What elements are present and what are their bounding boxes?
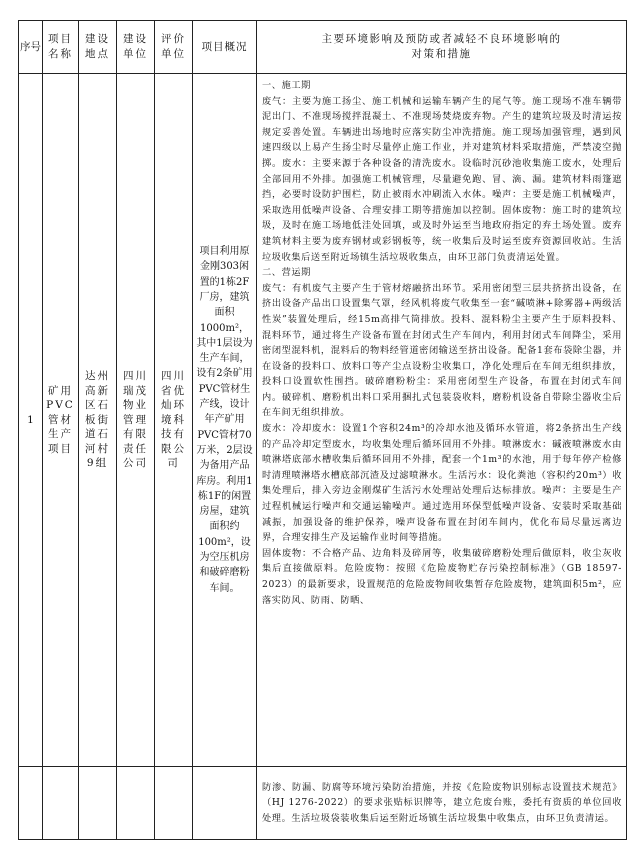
cell-evaluation-unit: 四川省优灿环境科技有限公司 bbox=[155, 74, 193, 767]
header-row bbox=[19, 21, 627, 74]
operation-solid-waste-text: 固体废物：不合格产品、边角料及碎屑等，收集破碎磨粉处理后做原料，收尘灰收集后直接做原料。危险废物：按照《危险废物贮存污染控制标准》（GB 18597-2023）的最新要求，设置规范的危险废物间收集暂存危险废物，建筑面积5m²，应落实防风、防雨、防晒、 bbox=[262, 547, 622, 606]
cell-empty bbox=[117, 767, 155, 840]
header-overview: 项目概况 bbox=[193, 21, 257, 74]
header-project-name: 项目名称 bbox=[43, 21, 79, 74]
operation-exhaust-text: 废气：有机废气主要产生于管材熔融挤出环节。采用密闭型三层共挤挤出设备，在挤出设备产品出口设置集气罩，经风机将废气收集至一套“碱喷淋+除雾器+两级活性炭”装置处理后，经15m高排气筒排放。投料、混料粉尘主要产生于原料投料、混料环节，通过将生产设备布置在封闭式生产车间内，利用封闭式车间降尘，采用密闭型混料机，混料后的物料经管道密闭输送至挤出设备。配备1套布袋除尘器，并在设备的投料口、放料口等产尘点设粉尘收集口，净化处理后在车间无组织排放，投料口设置软性围挡。破碎磨粉粉尘：采用密闭型生产设备，布置在封闭式车间内。破碎机、磨粉机出料口采用捆扎式包装袋收料，磨粉机设备自带除尘器收尘后在车间无组织排放。 bbox=[262, 282, 622, 419]
construction-phase-heading: 一、施工期 bbox=[262, 80, 311, 91]
operation-wastewater-noise-text: 废水：冷却废水：设置1个容积24m³的冷却水池及循环水管道，将2条挤出生产线的产品冷却定型废水，均收集处理后循环回用不外排。喷淋废水：碱液喷淋废水由喷淋塔底部水槽收集后循环回用不外排，配套一个1m³的水池，用于每年停产检修时清理喷淋塔水槽底部沉渣及过滤喷淋水。生活污水：设化粪池（容积约20m³）收集处理后，排入旁边金刚煤矿生活污水处理站处理后达标排放。噪声：主要是生产过程机械运行噪声和交通运输噪声。通过选用环保型低噪声设备、安装时采取基础减振，加强设备的维护保养，噪声设备布置在封闭车间内，优化布局尽量远离边界，合理安排生产及运输作业时间等措施。 bbox=[262, 423, 622, 544]
cell-empty bbox=[43, 767, 79, 840]
operation-phase-heading: 二、营运期 bbox=[262, 267, 311, 279]
cell-measures bbox=[257, 74, 627, 767]
construction-phase-text: 废气：主要为施工扬尘、施工机械和运输车辆产生的尾气等。施工现场不准车辆带泥出门、不准现场搅拌混凝土、不准现场焚烧废弃物。产生的建筑垃圾及时清运按规定妥善处置。车辆进出场地时应落实防尘冲洗措施。施工现场加强管理，遇到风速四级以上易产生扬尘时尽量停止施工作业，并对建筑材料采取措施，严禁凌空抛掷。废水：主要来源于各种设备的清洗废水。设临时沉砂池收集施工废水，处理后全部回用不外排。加强施工机械管理，尽量避免跑、冒、滴、漏。建筑材料雨篷遮挡，必要时设防护围栏，防止被雨水冲刷流入水体。噪声：主要是施工机械噪声，采取选用低噪声设备、合理安排工期等措施加以控制。固体废物：施工时的建筑垃圾，及时在施工场地低洼处回填，或及时外运至当地政府指定的弃土场处置。废弃建筑材料主要为废弃钢材或彩钢板等，统一收集后及时运至废弃资源回收站。生活垃圾收集后送至附近场镇生活垃圾收集点，由环卫部门负责清运处置。 bbox=[262, 95, 622, 263]
cell-overview: 项目利用原金刚303闲置的1栋2F厂房，建筑面积1000m²，其中1层设为生产车间，设有2条矿用PVC管材生产线，设计年产矿用PVC管材70万米，2层设为备用产品库房。利用1栋1F的闲置房屋，建筑面积约100m²，设为空压机房和破碎磨粉车间。 bbox=[193, 74, 257, 767]
cell-location: 达州高新区石板街道石河村9组 bbox=[79, 74, 117, 767]
cell-project-name: 矿用PVC管材生产项目 bbox=[43, 74, 79, 767]
header-seq: 序号 bbox=[19, 21, 43, 74]
environmental-impact-table bbox=[18, 20, 627, 840]
header-location: 建设地点 bbox=[79, 21, 117, 74]
cell-empty bbox=[19, 767, 43, 840]
cell-empty bbox=[155, 767, 193, 840]
cell-seq: 1 bbox=[19, 74, 43, 767]
header-evaluation-unit: 评价单位 bbox=[155, 21, 193, 74]
cell-empty bbox=[193, 767, 257, 840]
header-construction-unit: 建设单位 bbox=[117, 21, 155, 74]
header-measures: 主要环境影响及预防或者减轻不良环境影响的对策和措施 bbox=[257, 21, 627, 74]
project-row bbox=[19, 74, 627, 767]
cell-construction-unit: 四川瑞茂物业管理有限责任公司 bbox=[117, 74, 155, 767]
continuation-row bbox=[19, 767, 627, 840]
cell-measures-continuation: 防渗、防漏、防腐等环境污染防治措施，并按《危险废物识别标志设置技术规范》（HJ 1276-2022）的要求张贴标识牌等，建立危废台账，委托有资质的单位回收处理。生活垃圾袋装收集后运至附近场镇生活垃圾集中收集点，由环卫负责清运。 bbox=[257, 767, 627, 840]
cell-empty bbox=[79, 767, 117, 840]
